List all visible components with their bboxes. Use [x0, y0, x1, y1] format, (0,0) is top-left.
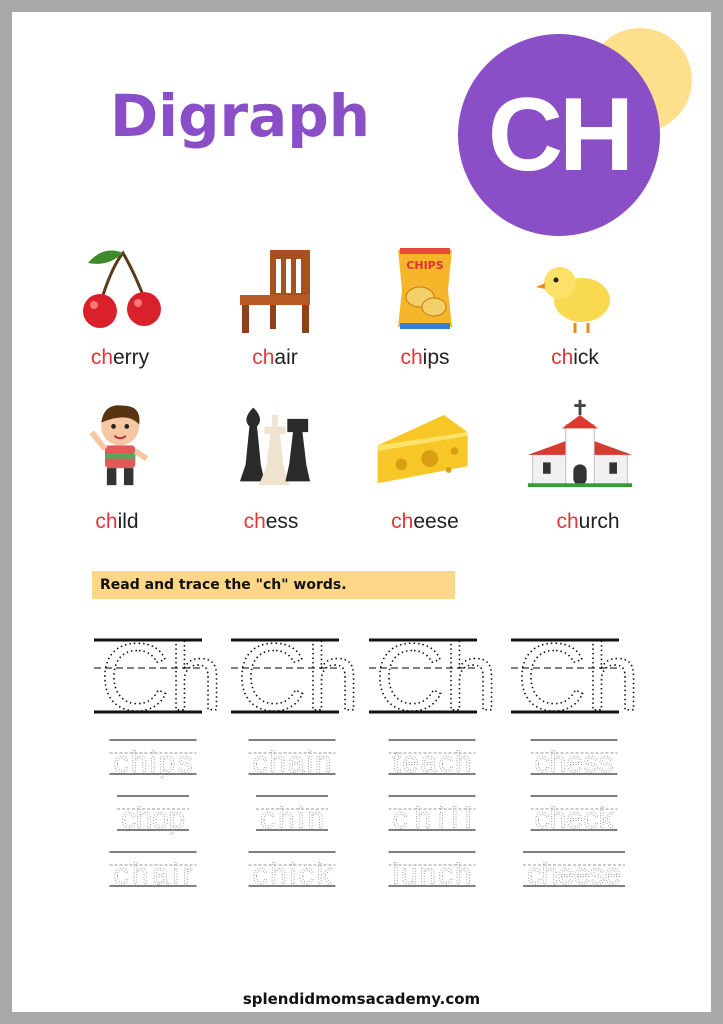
word-label: cheese [391, 510, 459, 533]
word-label: chair [252, 346, 298, 369]
trace-word [389, 740, 476, 779]
trace-word-text: chips [113, 746, 193, 779]
ch-badge-text: CH [487, 76, 631, 193]
trace-word-text: chick [252, 858, 332, 891]
trace-word-text: chin [260, 802, 324, 835]
trace-word [249, 740, 336, 779]
trace-word-text: chess [534, 746, 614, 779]
church-icon [525, 398, 635, 488]
page-title: Digraph [110, 82, 371, 150]
child-icon [68, 398, 178, 488]
word-label: church [556, 510, 620, 533]
trace-letter-block [511, 624, 640, 731]
chess-icon [220, 398, 330, 488]
trace-word [249, 852, 336, 891]
trace-word [523, 852, 625, 891]
trace-letter: Ch [100, 624, 223, 731]
trace-word-text: chair [113, 858, 193, 891]
chick-icon [520, 245, 630, 335]
trace-word [389, 796, 476, 835]
footer-website: splendidmomsacademy.com [242, 990, 481, 1008]
trace-word-text: teach [392, 746, 472, 779]
trace-word [110, 852, 197, 891]
trace-word [256, 796, 328, 835]
word-label: chick [551, 346, 599, 369]
trace-word-text: chain [252, 746, 332, 779]
trace-word [531, 796, 618, 835]
trace-word-text: check [534, 802, 614, 835]
trace-word-text: chop [121, 802, 185, 835]
trace-word [110, 740, 197, 779]
trace-letter: Ch [517, 624, 640, 731]
cheese-icon [370, 398, 480, 488]
word-label: chess [243, 510, 299, 533]
trace-letter: Ch [237, 624, 360, 731]
trace-word-text: cheese [527, 858, 621, 891]
word-label: chips [400, 346, 450, 369]
ch-badge [458, 34, 660, 236]
chips-icon [370, 245, 480, 335]
trace-letter-block [369, 624, 498, 731]
tracing-area [0, 620, 723, 910]
trace-letter-block [94, 624, 223, 731]
trace-word-text: lunch [392, 858, 472, 891]
cherry-icon [68, 245, 178, 335]
trace-word [531, 740, 618, 779]
trace-word-text: chill [392, 802, 472, 835]
chips-pack-text: CHIPS [406, 259, 444, 272]
instruction-banner: Read and trace the "ch" words. [92, 571, 455, 599]
chair-icon [220, 245, 330, 335]
word-label: child [95, 510, 139, 533]
trace-letter: Ch [375, 624, 498, 731]
trace-word [117, 796, 189, 835]
word-label: cherry [90, 346, 150, 369]
trace-letter-block [231, 624, 360, 731]
trace-word [389, 852, 476, 891]
